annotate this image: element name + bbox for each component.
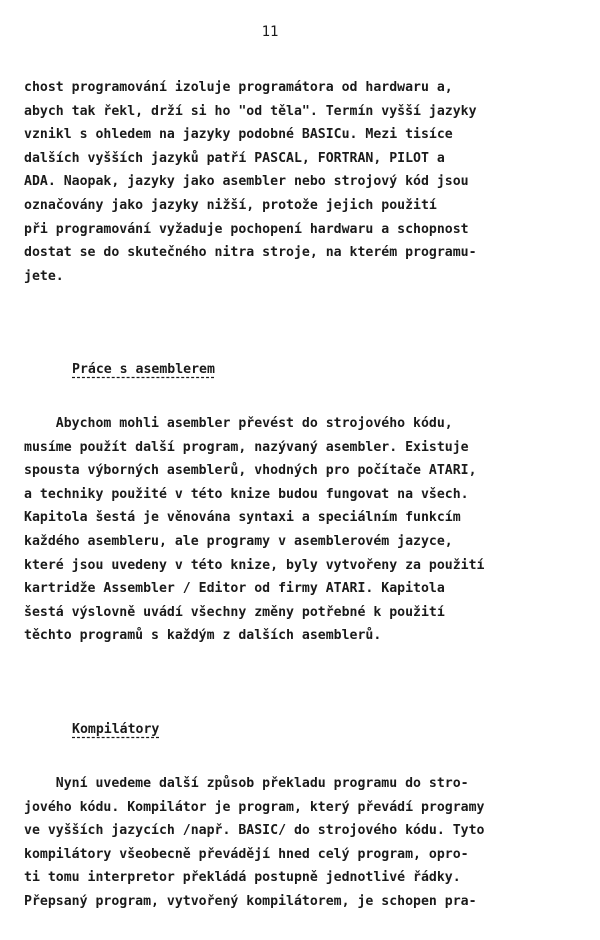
- text-line: každého asembleru, ale programy v asemblerovém jazyce,: [24, 533, 453, 549]
- text-line: které jsou uvedeny v této knize, byly vytvořeny za použití: [24, 557, 485, 573]
- text-line: ti tomu interpretor překládá postupně jednotlivé řádky.: [24, 870, 461, 886]
- text-line: Abychom mohli asembler převést do strojového kódu,: [24, 416, 453, 431]
- text-line: šestá výslovně uvádí všechny změny potřebné k použití: [24, 604, 445, 620]
- text-line: označovány jako jazyky nižší, protože jejich použití: [24, 197, 437, 213]
- section-heading-compilers: Kompilátory: [72, 722, 160, 737]
- text-line: těchto programů s každým z dalších asemblerů.: [24, 628, 382, 644]
- text-line: ADA. Naopak, jazyky jako asembler nebo strojový kód jsou: [24, 174, 469, 190]
- page-number: 11: [261, 24, 279, 40]
- text-line: při programování vyžaduje pochopení hardwaru a schopnost: [24, 221, 469, 237]
- text-line: jového kódu. Kompilátor je program, který převádí programy: [24, 799, 485, 815]
- text-line: spousta výborných asemblerů, vhodných pro počítače ATARI,: [24, 463, 477, 479]
- text-line: ve vyšších jazycích /např. BASIC/ do strojového kódu. Tyto: [24, 823, 485, 839]
- text-line: chost programování izoluje programátora od hardwaru a,: [24, 80, 453, 95]
- text-line: vznikl s ohledem na jazyky podobné BASICu. Mezi tisíce: [24, 127, 453, 143]
- text-line: jete.: [24, 268, 64, 284]
- text-line: Přepsaný program, vytvořený kompilátorem, je schopen pra-: [24, 893, 477, 909]
- text-line: Kapitola šestá je věnována syntaxi a speciálním funkcím: [24, 510, 461, 526]
- paragraph-assembler: [24, 412, 584, 648]
- paragraph-programming-levels: [24, 76, 584, 288]
- text-line: Nyní uvedeme další způsob překladu programu do stro-: [24, 776, 469, 791]
- text-line: kartridže Assembler / Editor od firmy ATARI. Kapitola: [24, 581, 445, 597]
- paragraph-compilers: [24, 772, 584, 914]
- text-line: musíme použít další program, nazývaný asembler. Existuje: [24, 439, 469, 455]
- text-line: dalších vyšších jazyků patří PASCAL, FORTRAN, PILOT a: [24, 150, 445, 166]
- text-line: a techniky použité v této knize budou fungovat na všech.: [24, 486, 469, 502]
- text-line: abych tak řekl, drží si ho "od těla". Termín vyšší jazyky: [24, 103, 477, 119]
- section-heading-assembler: Práce s asemblerem: [72, 362, 215, 377]
- text-line: dostat se do skutečného nitra stroje, na kterém programu-: [24, 245, 477, 261]
- text-line: kompilátory všeobecně převádějí hned celý program, opro-: [24, 846, 469, 862]
